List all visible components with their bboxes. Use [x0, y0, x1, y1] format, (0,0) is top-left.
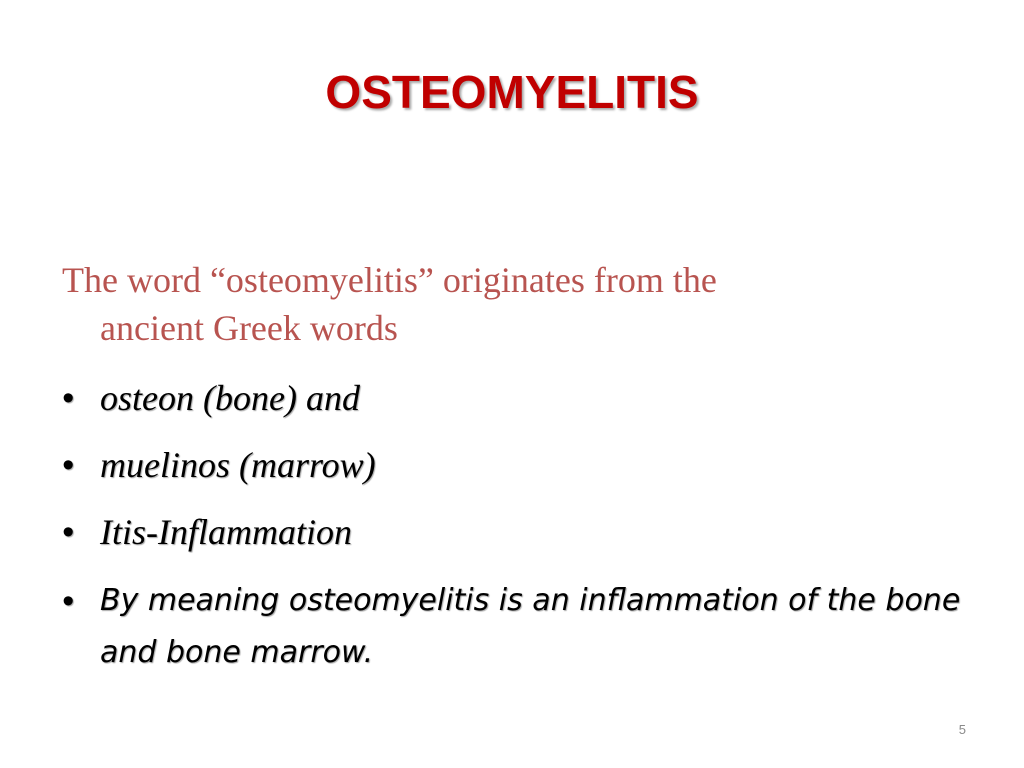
slide-title: OSTEOMYELITIS	[325, 66, 699, 118]
bullet-dot-icon: •	[62, 582, 74, 620]
bullet-item	[62, 508, 962, 556]
bullet-text: By meaning osteomyelitis is an inflammation of the bone and bone marrow.	[100, 583, 961, 670]
intro-paragraph	[62, 256, 942, 352]
bullet-item	[62, 441, 962, 489]
bullet-text: muelinos (marrow)	[100, 445, 376, 485]
bullet-item	[62, 575, 962, 679]
bullet-text: Itis-Inflammation	[100, 512, 352, 552]
bullet-dot-icon: •	[62, 513, 74, 551]
page-number: 5	[958, 722, 966, 737]
bullet-item	[62, 374, 962, 422]
intro-line-1: The word “osteomyelitis” originates from the	[62, 260, 717, 300]
bullet-text: osteon (bone) and	[100, 378, 360, 418]
bullet-dot-icon: •	[62, 446, 74, 484]
bullet-list	[62, 374, 962, 698]
bullet-dot-icon: •	[62, 379, 74, 417]
intro-line-2: ancient Greek words	[100, 308, 398, 348]
